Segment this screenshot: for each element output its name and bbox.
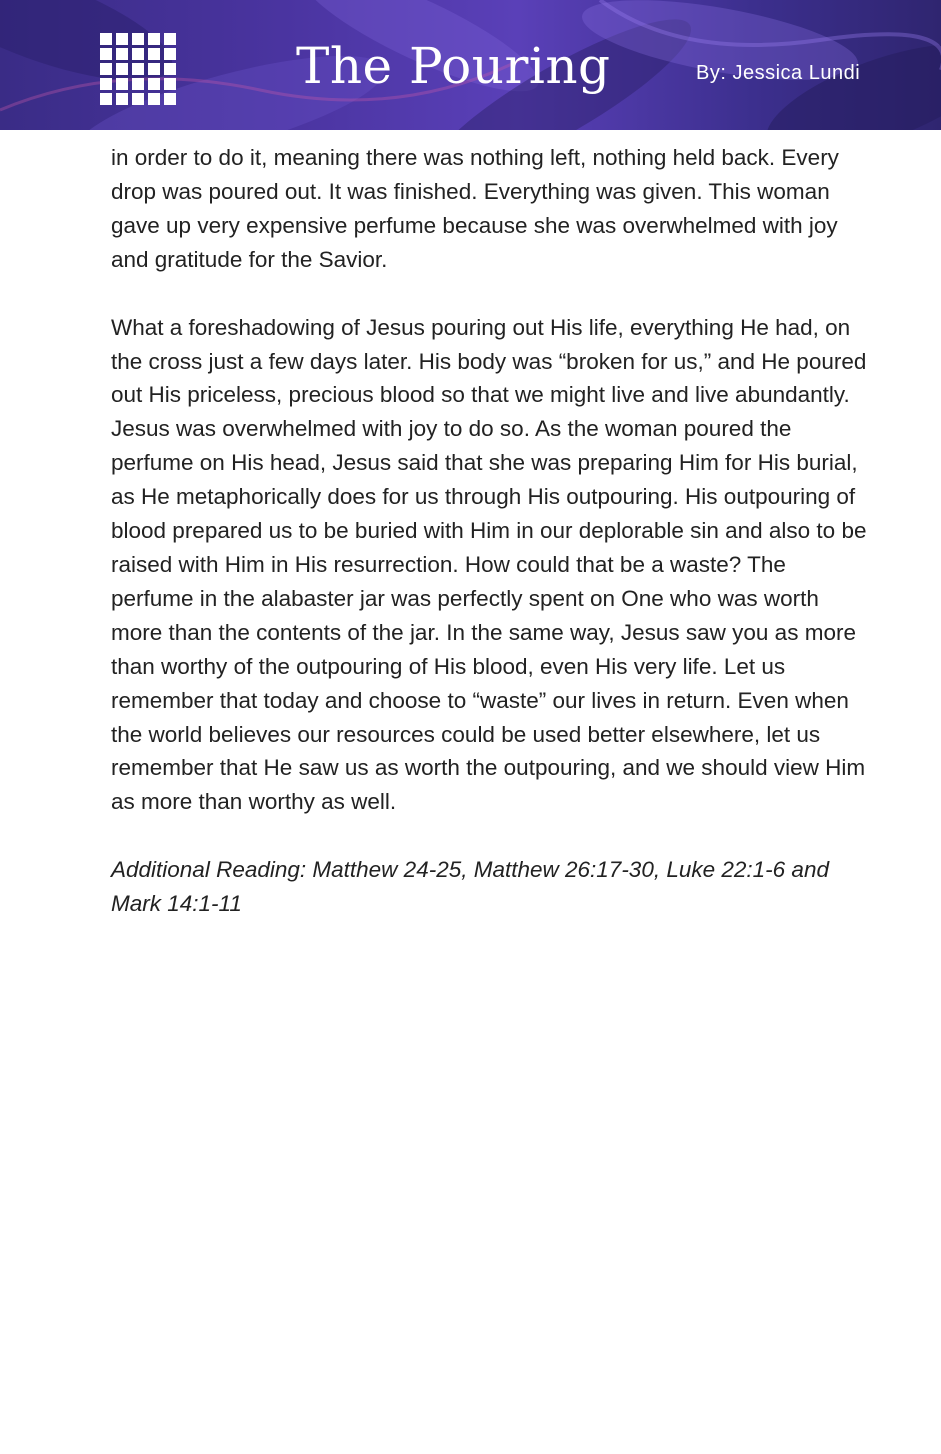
paragraph: in order to do it, meaning there was nothing left, nothing held back. Every drop was poured out. It was finished. Everything was given. This woman gave up very expensive perfume because she was overwhelmed with joy and gratitude for the Savior.: [111, 145, 839, 272]
additional-reading: Additional Reading: Matthew 24-25, Matthew 26:17-30, Luke 22:1-6 and Mark 14:1-11: [111, 857, 829, 917]
page-title: The Pouring: [296, 37, 611, 95]
article-body: [111, 141, 871, 921]
paragraph: What a foreshadowing of Jesus pouring out His life, everything He had, on the cross just a few days later. His body was “broken for us,” and He poured out His priceless, precious blood so that we might live and live abundantly. Jesus was overwhelmed with joy to do so. As the woman poured the perfume on His head, Jesus said that she was preparing Him for His burial, as He metaphorically does for us through His outpouring. His outpouring of blood prepared us to be buried with Him in our deplorable sin and also to be raised with Him in His resurrection. How could that be a waste? The perfume in the alabaster jar was perfectly spent on One who was worth more than the contents of the jar. In the same way, Jesus saw you as more than worthy of the outpouring of His blood, even His very life. Let us remember that today and choose to “waste” our lives in return. Even when the world believes our resources could be used better elsewhere, let us remember that He saw us as worth the outpouring, and we should view Him as more than worthy as well.: [111, 314, 867, 815]
header-banner: [0, 0, 941, 130]
author-byline: By: Jessica Lundi: [696, 62, 861, 84]
grid-logo-icon: [100, 33, 176, 105]
